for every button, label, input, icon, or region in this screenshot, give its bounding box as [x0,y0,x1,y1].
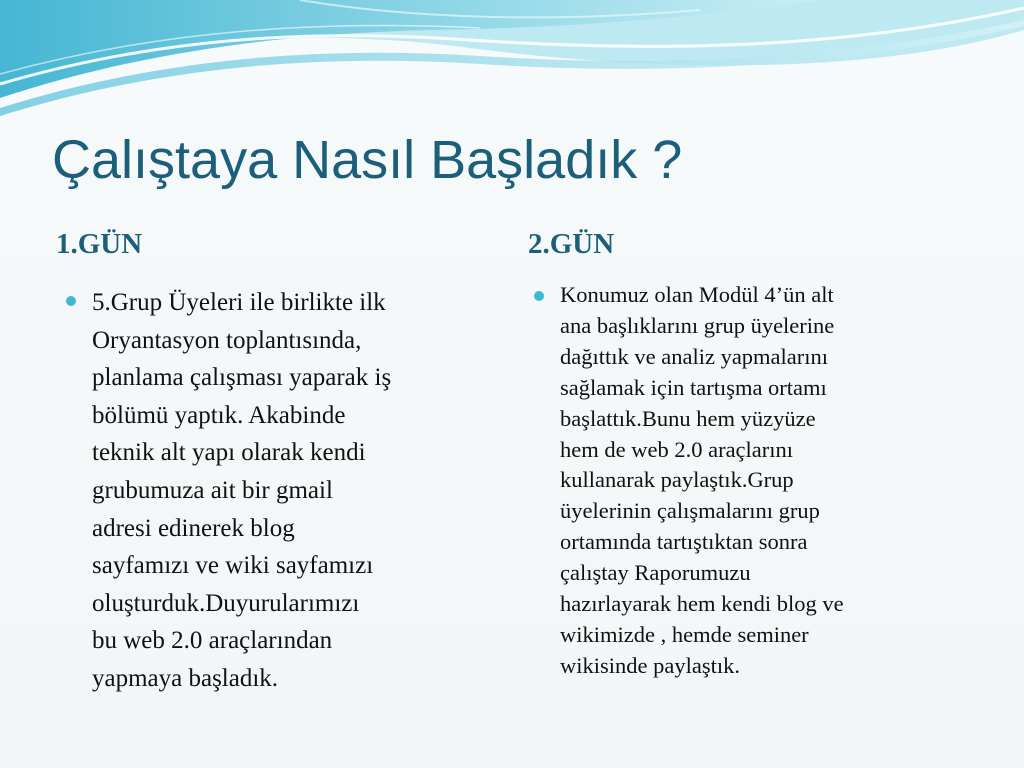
bullet-text-line: bölümü yaptık. Akabinde [92,401,346,429]
bullet-text-line: ortamında tartıştıktan sonra [560,529,808,555]
bullet-text-line: yapmaya başladık. [92,664,279,692]
bullet-text-line: sayfamızı ve wiki sayfamızı [92,552,374,580]
bullet-text-line: wikisinde paylaştık. [560,652,740,678]
right-column-body [530,280,970,682]
bullet-text-line: Oryantasyon toplantısında, [92,326,362,354]
bullet-text-line: kullanarak paylaştık.Grup [560,467,794,493]
list-item [530,280,970,682]
right-column-heading: 2.GÜN [528,228,615,260]
bullet-text-line: bu web 2.0 araçlarından [92,627,333,655]
left-column-body [62,284,502,698]
bullet-text-line: adresi edinerek blog [92,514,295,542]
bullet-text-line: wikimizde , hemde seminer [560,621,809,647]
bullet-text-line: Konumuz olan Modül 4’ün alt [560,282,834,307]
slide-title: Çalıştaya Nasıl Başladık ? [52,130,683,190]
bullet-text-line: oluşturduk.Duyurularımızı [92,589,360,617]
bullet-dot-icon [66,296,76,306]
bullet-dot-icon [534,291,544,301]
bullet-text-line: üyelerinin çalışmalarını grup [560,498,820,524]
bullet-text-line: hazırlayarak hem kendi blog ve [560,591,844,617]
bullet-text-line: dağıttık ve analiz yapmalarını [560,343,829,369]
bullet-text-line: sağlamak için tartışma ortamı [560,374,827,400]
bullet-text-line: hem de web 2.0 araçlarını [560,436,794,462]
left-column-heading: 1.GÜN [56,228,143,260]
bullet-text-line: çalıştay Raporumuzu [560,560,751,586]
bullet-text-line: başlattık.Bunu hem yüzyüze [560,405,816,431]
list-item [62,284,502,698]
bullet-text-line: ana başlıklarını grup üyelerine [560,312,835,338]
bullet-text-line: 5.Grup Üyeleri ile birlikte ilk [92,289,386,316]
bullet-text-line: teknik alt yapı olarak kendi [92,439,366,467]
bullet-text-line: grubumuza ait bir gmail [92,476,333,504]
header-wave-decoration [0,0,1024,130]
bullet-text-line: planlama çalışması yaparak iş [92,364,392,392]
